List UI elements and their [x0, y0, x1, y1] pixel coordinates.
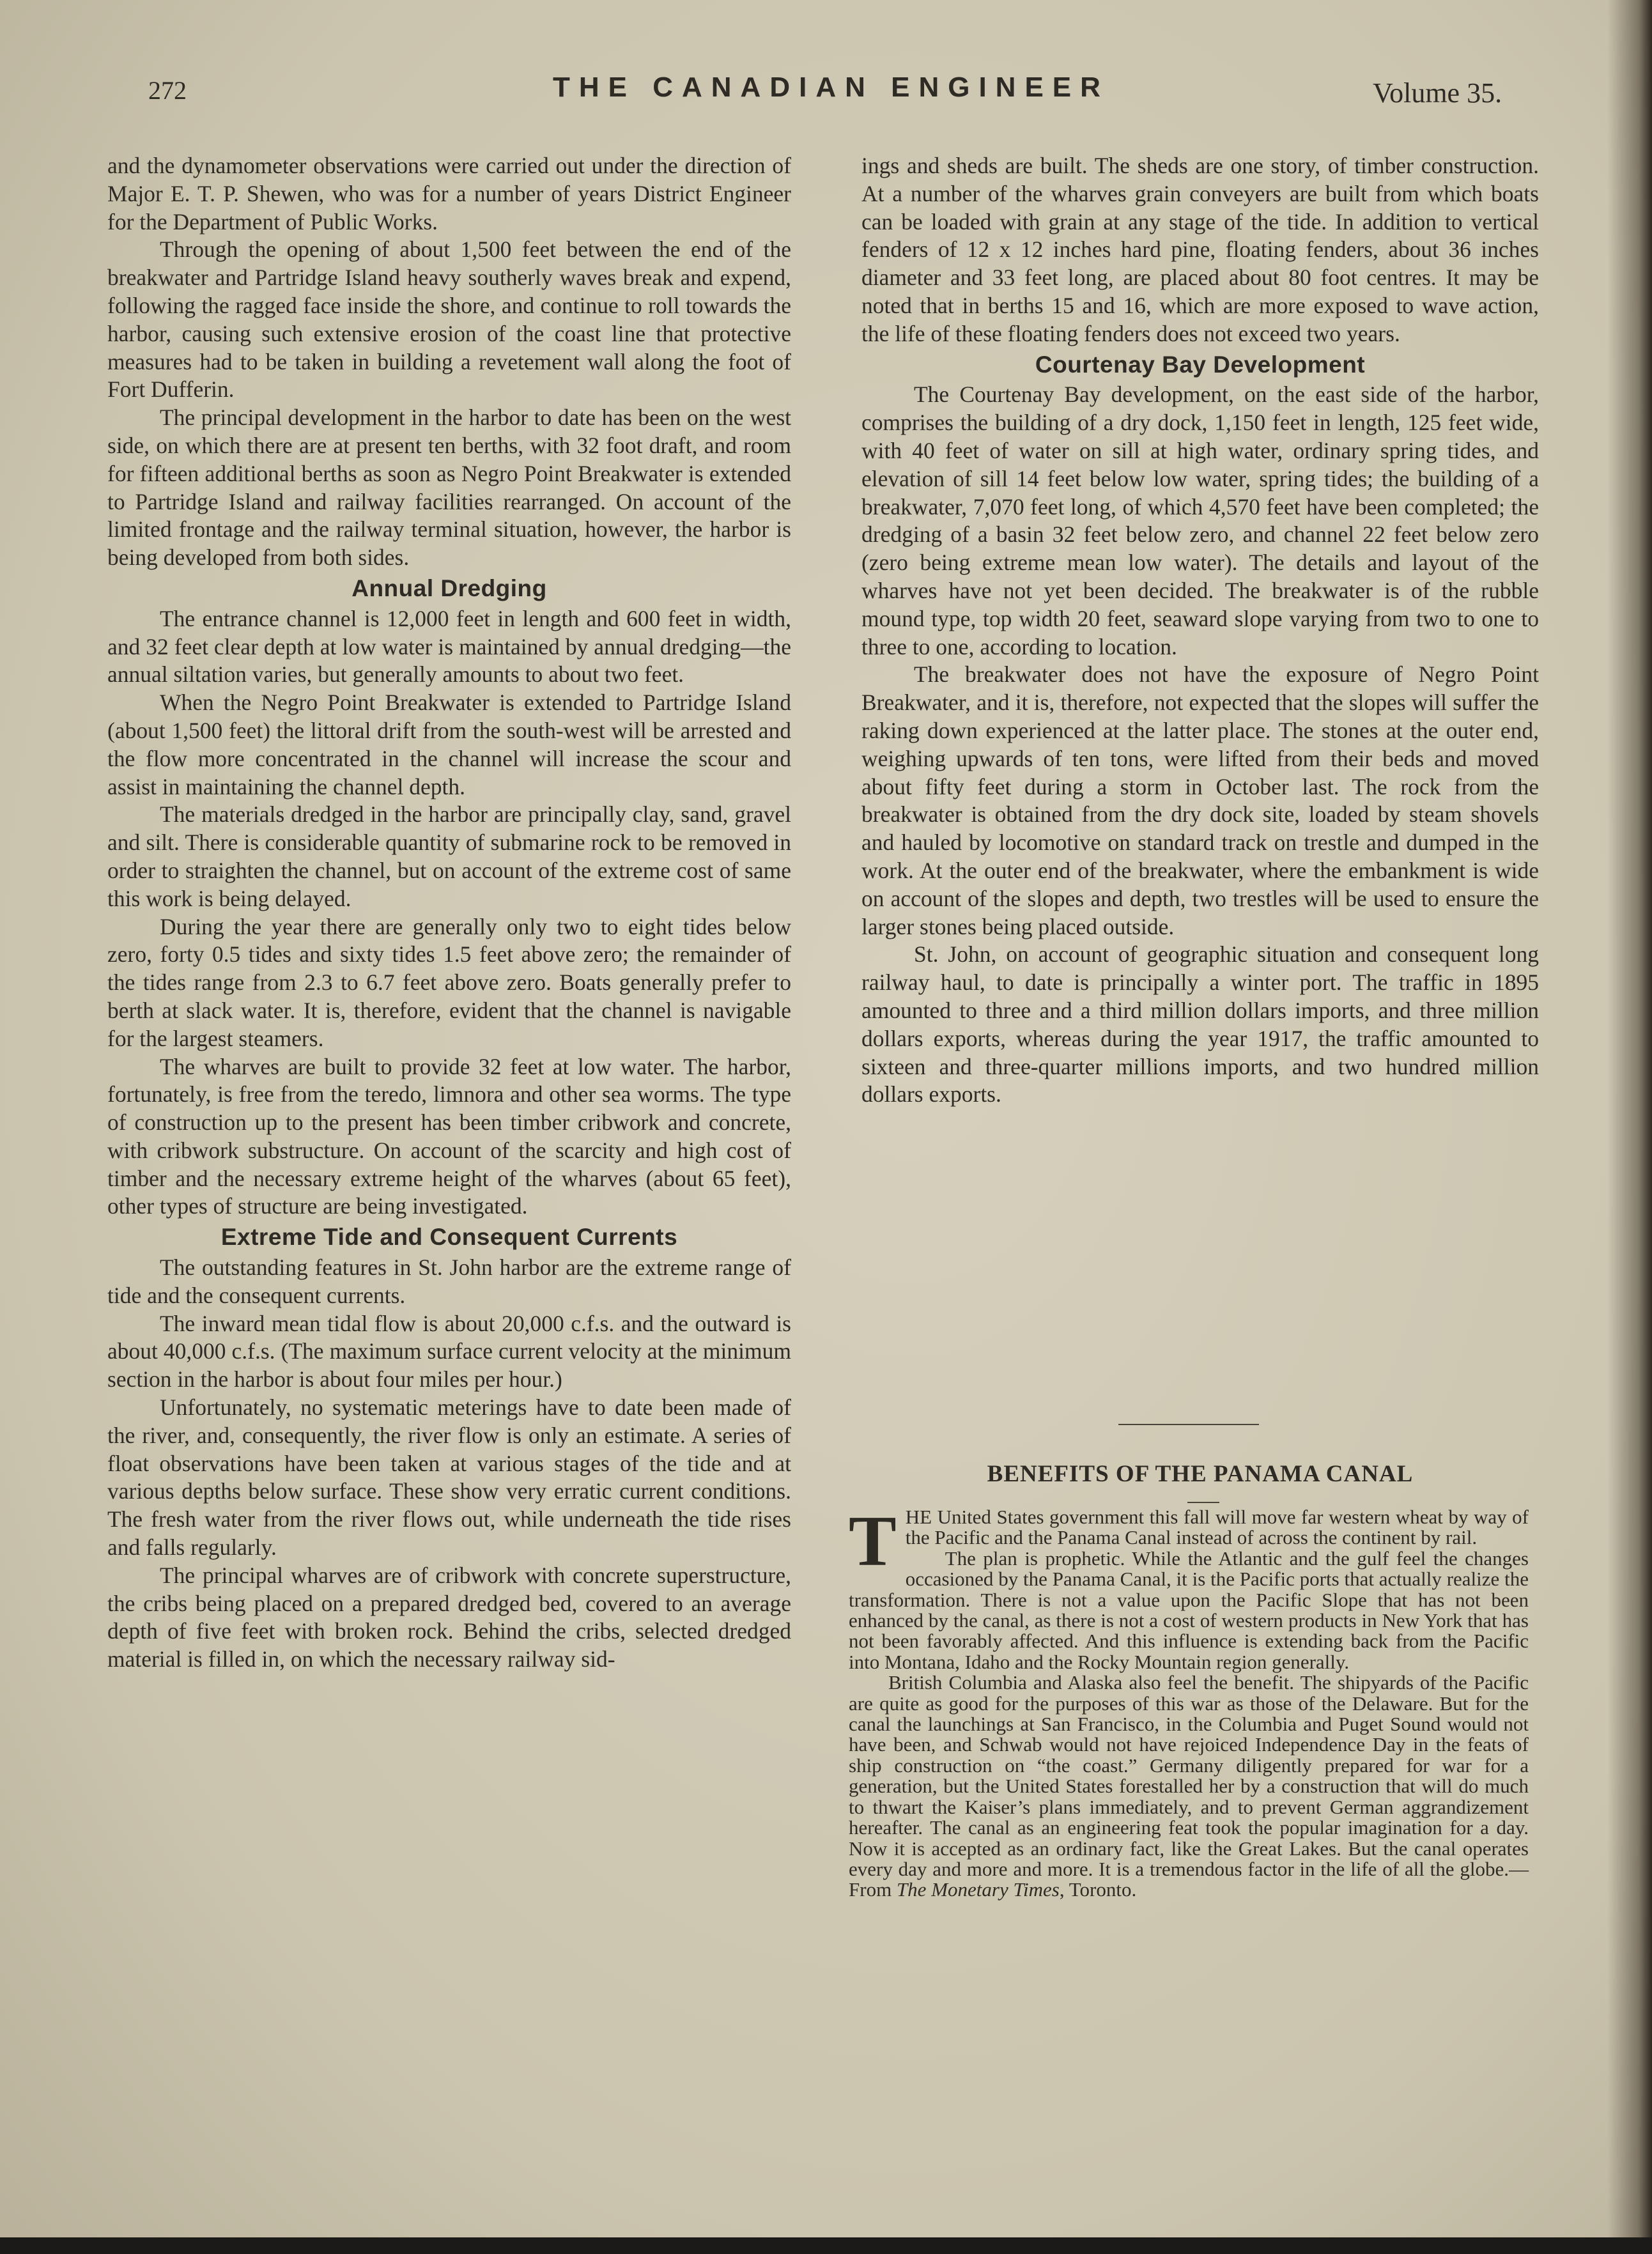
page-number: 272	[148, 76, 187, 105]
paragraph: The Courtenay Bay development, on the east side of the harbor, comprises the building of a dry dock, 1,150 feet in length, 125 feet wide, with 40 feet of water on sill at high water, ordinary spring tides, and elevation of sill 14 feet below low water, spring tides; the building of a breakwater, 7,070 feet long, of which 4,570 feet have been completed; the dredging of a basin 32 feet below zero, and channel 22 feet below zero (zero being extreme mean low water). The details and layout of the wharves have not yet been decided. The breakwater is of the rubble mound type, top width 20 feet, seaward slope varying from two to one to three to one, according to location.	[861, 382, 1539, 660]
article-lead	[849, 1502, 1529, 1581]
volume-label: Volume 35.	[1373, 77, 1502, 109]
section-heading-courtenay-bay: Courtenay Bay Development	[1035, 351, 1366, 378]
binding-shadow	[1607, 0, 1652, 2254]
section-heading-annual-dredging: Annual Dredging	[351, 575, 547, 601]
paragraph: Through the opening of about 1,500 feet between the end of the breakwater and Partridge Island heavy southerly waves break and expend, following the ragged face inside the shore, and continue to roll towards the harbor, causing such extensive erosion of the coast line that protective measures had to be taken in building a revetement wall along the foot of Fort Dufferin.	[107, 236, 791, 403]
paragraph	[849, 1672, 1529, 1900]
running-title: THE CANADIAN ENGINEER	[553, 72, 1109, 103]
paragraph: The principal development in the harbor to date has been on the west side, on which there are at present ten berths, with 32 foot draft, and room for fifteen additional berths as soon as Negro Point Breakwater is extended to Partridge Island and railway facilities rearranged. On account of the limited frontage and the railway terminal situation, however, the harbor is being developed from both sides.	[107, 405, 791, 571]
paragraph: The outstanding features in St. John harbor are the extreme range of tide and the consequent currents.	[107, 1254, 791, 1308]
paragraph: The principal wharves are of cribwork with concrete superstructure, the cribs being placed on a prepared dredged bed, covered to an average depth of five feet with broken rock. Behind the cribs, selected dredged material is filled in, on which the necessary railway sid-	[107, 1562, 791, 1672]
left-column	[107, 152, 791, 1674]
title-underline	[1187, 1502, 1219, 1503]
source-tail: , Toronto.	[1059, 1878, 1137, 1901]
paragraph: Unfortunately, no systematic meterings have to date been made of the river, and, consequently, the river flow is only an estimate. A series of float observations have been taken at various stages of the tide and at various depths below surface. These show very erratic current conditions. The fresh water from the river flows out, while underneath the tide rises and falls regularly.	[107, 1394, 791, 1561]
drop-cap: T	[849, 1502, 897, 1581]
scan-bottom-edge	[0, 2237, 1652, 2254]
source-title: The Monetary Times	[896, 1878, 1060, 1901]
section-divider	[1118, 1424, 1259, 1425]
right-column	[861, 152, 1539, 1109]
section-heading-extreme-tide: Extreme Tide and Consequent Currents	[220, 1224, 678, 1251]
paragraph: The breakwater does not have the exposure of Negro Point Breakwater, and it is, therefore, not expected that the slopes will suffer the raking down experienced at the latter place. The stones at the outer end, weighing upwards of ten tons, were lifted from their beds and moved about fifty feet during a storm in October last. The rock from the breakwater is obtained from the dry dock site, loaded by steam shovels and hauled by locomotive on standard track on trestle and dumped in the work. At the outer end of the breakwater, where the embankment is wide on account of the slopes and depth, two trestles will be used to ensure the larger stones being placed outside.	[861, 661, 1539, 939]
paragraph: The materials dredged in the harbor are principally clay, sand, gravel and silt. There is considerable quantity of submarine rock to be removed in order to straighten the channel, but on account of the extreme cost of same this work is being delayed.	[107, 801, 791, 911]
paragraph: and the dynamometer observations were carried out under the direction of Major E. T. P. Shewen, who was for a number of years District Engineer for the Department of Public Works.	[107, 153, 791, 235]
article-lead-text: HE United States government this fall will move far western wheat by way of the Pacific and the Panama Canal instead of across the continent by rail.	[905, 1506, 1529, 1549]
paragraph: ings and sheds are built. The sheds are one story, of timber construction. At a number of the wharves grain conveyers are built from which boats can be loaded with grain at any stage of the tide. In addition to vertical fenders of 12 x 12 inches hard pine, floating fenders, about 36 inches diameter and 33 feet long, are placed about 80 foot centres. It may be noted that in berths 15 and 16, which are more exposed to wave action, the life of these floating fenders does not exceed two years.	[861, 153, 1539, 346]
paragraph: The wharves are built to provide 32 feet at low water. The harbor, fortunately, is free from the teredo, limnora and other sea worms. The type of construction up to the present has been timber cribwork and concrete, with cribwork substructure. On account of the scarcity and high cost of timber and the necessary extreme height of the wharves (about 65 feet), other types of structure are being investigated.	[107, 1053, 791, 1219]
paragraph-text: British Columbia and Alaska also feel the benefit. The shipyards of the Pacific are quite as good for the purposes of this war as those of the Delaware. But for the canal the launchings at San Francisco, in the Columbia and Puget Sound would not have been, and Schwab would not have rejoiced Independence Day in the feats of ship construction on “the coast.” Germany diligently prepared for war for a generation, but the United States forestalled her by a construction that will do much to thwart the Kaiser’s plans immediately, and to prevent German aggrandizement hereafter. The canal as an engineering feat took the popular imagination for a day. Now it is accepted as an ordinary fact, like the Great Lakes. But the canal operates every day and more and more. It is a tremendous factor in the life of all the globe.—From	[849, 1671, 1529, 1901]
paragraph: When the Negro Point Breakwater is extended to Partridge Island (about 1,500 feet) the littoral drift from the south-west will be arrested and the flow more concentrated in the channel will increase the scour and assist in maintaining the channel depth.	[107, 690, 791, 799]
article-body	[849, 1502, 1529, 1901]
paragraph: The plan is prophetic. While the Atlantic and the gulf feel the changes occasioned by the Panama Canal, it is the Pacific ports that actually realize the transformation. There is not a value upon the Pacific Slope that has not been enhanced by the canal, as there is not a cost of western products in New York that has not been favorably affected. And this influence is extending back from the Pacific into Montana, Idaho and the Rocky Mountain region generally.	[849, 1547, 1529, 1673]
paragraph: The entrance channel is 12,000 feet in length and 600 feet in width, and 32 feet clear depth at low water is maintained by annual dredging—the annual siltation varies, but generally amounts to about two feet.	[107, 605, 791, 688]
paragraph: The inward mean tidal flow is about 20,000 c.f.s. and the outward is about 40,000 c.f.s. (The maximum surface current velocity at the minimum section in the harbor is about four miles per hour.)	[107, 1310, 791, 1393]
article-title: BENEFITS OF THE PANAMA CANAL	[987, 1461, 1414, 1487]
paragraph: During the year there are generally only two to eight tides below zero, forty 0.5 tides and sixty tides 1.5 feet above zero; the remainder of the tides range from 2.3 to 6.7 feet above zero. Boats generally prefer to berth at slack water. It is, therefore, evident that the channel is navigable for the largest steamers.	[107, 913, 791, 1051]
paragraph: St. John, on account of geographic situation and consequent long railway haul, to date is principally a winter port. The traffic in 1895 amounted to three and a third million dollars imports, and three million dollars exports, whereas during the year 1917, the traffic amounted to sixteen and three-quarter millions imports, and two hundred million dollars exports.	[861, 941, 1539, 1108]
